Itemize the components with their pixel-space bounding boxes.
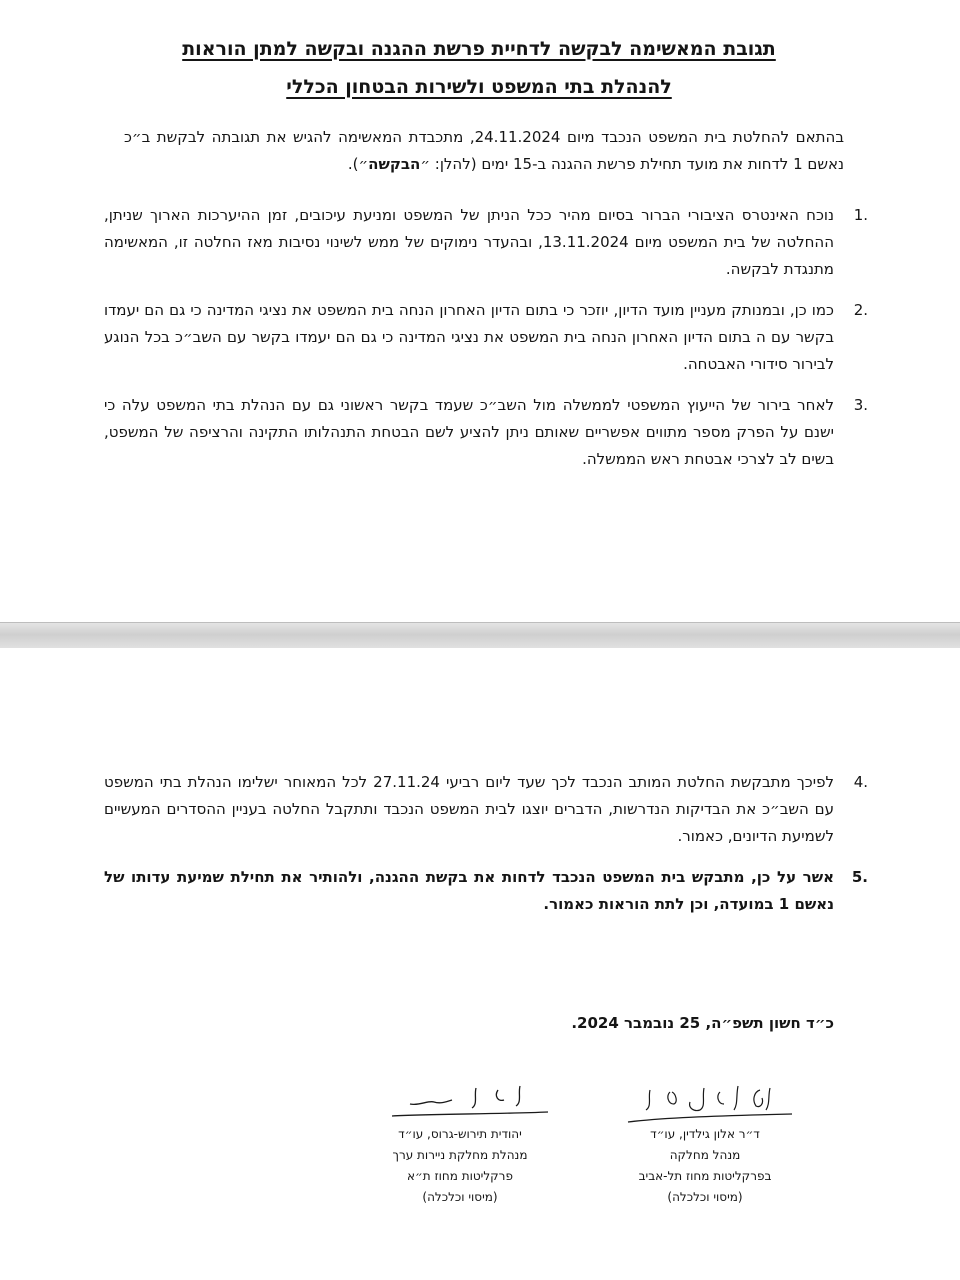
document-title-line-1: תגובת המאשימה לבקשה לדחיית פרשת ההגנה ובקשה למתן הוראות <box>182 38 776 60</box>
paragraph-number: 2. <box>853 301 868 319</box>
signatory-role: מנהלת מחלקת ניירות ערך <box>392 1148 528 1162</box>
signatory-name: יהודית תירוש-גרוס, עו״ד <box>398 1127 522 1141</box>
document-page-1 <box>0 0 960 622</box>
paragraph-text: נוכח האינטרס הציבורי הברור בסיום מהיר ככל הניתן של המשפט ומניעת עיכובים, זמן ההיערכות הארוך שניתן, ההחלטה של בית המשפט מיום 13.11.2024, ובהעדר נימוקים של ממש לשינוי נסיבות מאז החלטה זו, המאשימה מתנגדת לבקשה. <box>104 206 834 278</box>
signature-block-left <box>360 1124 560 1208</box>
numbered-paragraph-3 <box>104 392 868 473</box>
paragraph-text: אשר על כן, מתבקש בית המשפט הנכבד לדחות את בקשת ההגנה, ולהותיר את תחילת שמיעת עדותו של נאשם 1 במועדה, וכן לתת הוראות כאמור. <box>104 868 834 913</box>
paragraph-number: 4. <box>853 773 868 791</box>
document-page-2 <box>0 648 960 1280</box>
paragraph-number: 3. <box>853 396 868 414</box>
paragraph-text: כמו כן, ובמנותק מעניין מועד הדיון, יוזכר כי בתום הדיון האחרון הנחה בית המשפט את נציגי המדינה כי גם הם יעמדו בקשר עם ה בתום הדיון האחרון הנחה בית המשפט את נציגי המדינה כי גם הם יעמדו בקשר עם השב״כ בכל הנוגע לבירור סידורי האבטחה. <box>104 301 834 373</box>
signatory-office: בפרקליטות מחוז תל-אביב <box>638 1169 772 1183</box>
signatory-role: מנהל מחלקה <box>669 1148 741 1162</box>
intro-defined-term: הבקשה <box>368 155 421 173</box>
paragraph-text: לפיכך מתבקשת החלטת המותב הנכבד לכך שעד ליום רביעי 27.11.24 לכל המאוחר ישלימו הנהלת בתי המשפט עם השב״כ את הבדיקות הנדרשות, הדברים יוצגו לבית המשפט הנכבד ותתקבל החלטה בעניין ההסדרים המעשיים לשמיעת הדיונים, כאמור. <box>104 773 834 845</box>
numbered-paragraph-1 <box>104 202 868 283</box>
numbered-paragraph-5 <box>104 864 868 918</box>
signatory-office: פרקליטות מחוז ת״א <box>407 1169 513 1183</box>
page-separator <box>0 622 960 650</box>
numbered-paragraph-2 <box>104 297 868 378</box>
paragraph-number: 5. <box>851 868 868 886</box>
signatory-department: (מיסוי וכלכלה) <box>667 1190 743 1204</box>
numbered-paragraph-4 <box>104 769 868 850</box>
paragraph-text: לאחר בירור של הייעוץ המשפטי לממשלה מול השב״כ שעמד בקשר ראשוני גם עם הנהלת בתי המשפט עלה כי ישנם על הפרק מספר מתווים אפשריים שאותם ניתן להציע לשם הבטחת התנהלותו התקינה והרציפה של המשפט, בשים לב לצרכי אבטחת ראש הממשלה. <box>104 396 834 468</box>
document-title-line-2: להנהלת בתי המשפט ולשירות הבטחון הכללי <box>286 76 672 98</box>
signatory-department: (מיסוי וכלכלה) <box>422 1190 498 1204</box>
paragraph-number: 1. <box>853 206 868 224</box>
signatory-name: ד״ר אלון גילדין, עו״ד <box>650 1127 760 1141</box>
signature-block-right <box>600 1124 810 1208</box>
signature-date: כ״ד חשון תשפ״ה, 25 נובמבר 2024. <box>571 1014 834 1032</box>
intro-paragraph: בהתאם להחלטת בית המשפט הנכבד מיום 24.11.2024, מתכבדת המאשימה להגיש את תגובתה לבקשת ב״כ נאשם 1 לדחות את מועד תחילת פרשת ההגנה ב-15 ימים (להלן: ״הבקשה״). <box>124 128 844 173</box>
